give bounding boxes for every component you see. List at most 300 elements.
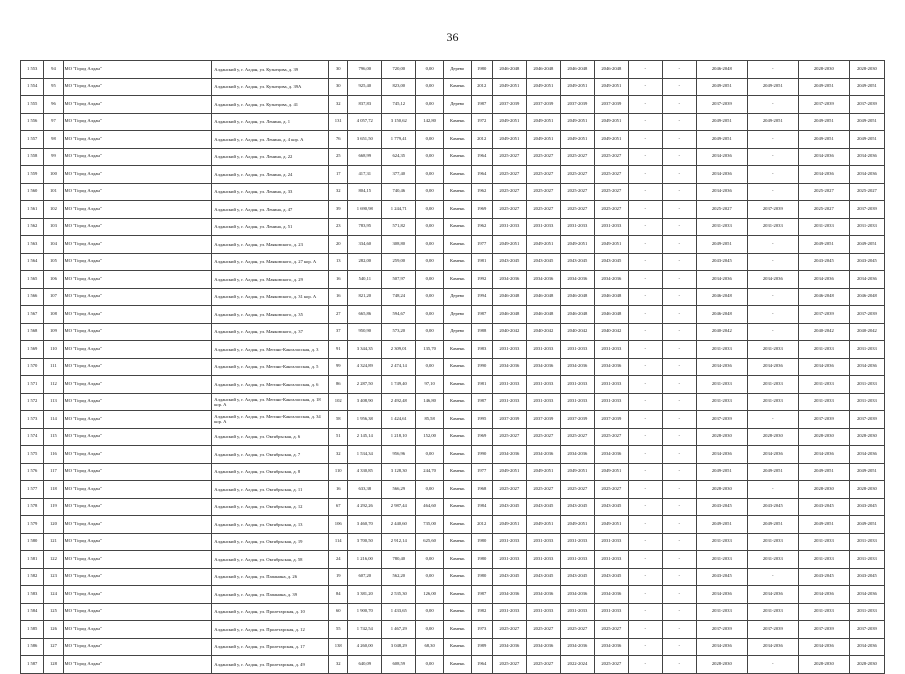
cell-period-1: 2046-2048: [492, 61, 526, 79]
cell-build-year: 1969: [471, 201, 492, 219]
cell-item-number: 110: [44, 341, 63, 359]
cell-period-3: 2031-2033: [560, 533, 594, 551]
cell-period-9: 2034-2036: [798, 148, 849, 166]
cell-period-1: 2025-2027: [492, 148, 526, 166]
cell-period-4: 2025-2027: [594, 201, 628, 219]
cell-period-10: 2034-2036: [849, 638, 884, 656]
cell-period-10: 2043-2045: [849, 498, 884, 516]
cell-period-5: -: [628, 96, 662, 114]
cell-municipality: МО "Город Алдан": [63, 218, 212, 236]
cell-build-year: 1962: [471, 183, 492, 201]
cell-period-6: -: [662, 78, 696, 96]
cell-row-number: 1 554: [21, 78, 44, 96]
cell-wall-material: Камень: [443, 148, 471, 166]
cell-municipality: МО "Город Алдан": [63, 131, 212, 149]
cell-period-1: 2043-2045: [492, 253, 526, 271]
cell-period-4: 2031-2033: [594, 393, 628, 411]
cell-wall-material: Камень: [443, 568, 471, 586]
cell-period-8: 2037-2039: [747, 621, 798, 639]
cell-nonresidential-area: 0,00: [416, 236, 444, 254]
cell-living-area: 259,00: [382, 253, 416, 271]
cell-total-area: 2 287,50: [348, 376, 382, 394]
cell-residents: 60: [329, 603, 348, 621]
cell-residents: 24: [329, 551, 348, 569]
cell-period-1: 2034-2036: [492, 638, 526, 656]
cell-period-1: 2040-2042: [492, 323, 526, 341]
cell-residents: 16: [329, 288, 348, 306]
cell-period-2: 2034-2036: [526, 586, 560, 604]
cell-period-2: 2034-2036: [526, 446, 560, 464]
cell-period-5: -: [628, 376, 662, 394]
cell-living-area: 2 474,14: [382, 358, 416, 376]
cell-period-1: 2037-2039: [492, 411, 526, 429]
cell-period-7: 2043-2045: [696, 568, 747, 586]
cell-residents: 32: [329, 96, 348, 114]
cell-total-area: 334,60: [348, 236, 382, 254]
cell-total-area: 821,20: [348, 288, 382, 306]
cell-period-7: 2037-2039: [696, 411, 747, 429]
cell-municipality: МО "Город Алдан": [63, 376, 212, 394]
cell-period-7: 2037-2039: [696, 621, 747, 639]
cell-period-8: 2031-2033: [747, 551, 798, 569]
cell-period-1: 2037-2039: [492, 96, 526, 114]
cell-period-10: 2034-2036: [849, 586, 884, 604]
cell-row-number: 1 562: [21, 218, 44, 236]
cell-living-area: 1 244,71: [382, 201, 416, 219]
cell-build-year: 1984: [471, 498, 492, 516]
cell-living-area: 608,59: [382, 656, 416, 674]
cell-period-8: -: [747, 323, 798, 341]
cell-municipality: МО "Город Алдан": [63, 498, 212, 516]
cell-period-2: 2046-2048: [526, 306, 560, 324]
cell-item-number: 94: [44, 61, 63, 79]
cell-period-6: -: [662, 253, 696, 271]
cell-period-5: -: [628, 236, 662, 254]
cell-item-number: 102: [44, 201, 63, 219]
cell-living-area: 377,40: [382, 166, 416, 184]
cell-municipality: МО "Город Алдан": [63, 551, 212, 569]
cell-row-number: 1 573: [21, 411, 44, 429]
table-row: [21, 656, 885, 674]
cell-period-9: 2037-2039: [798, 96, 849, 114]
cell-row-number: 1 571: [21, 376, 44, 394]
table-row: [21, 166, 885, 184]
cell-total-area: 665,86: [348, 306, 382, 324]
cell-wall-material: Камень: [443, 341, 471, 359]
cell-period-2: 2049-2051: [526, 78, 560, 96]
cell-total-area: 4 330,85: [348, 463, 382, 481]
cell-period-1: 2025-2027: [492, 428, 526, 446]
cell-wall-material: Камень: [443, 166, 471, 184]
cell-period-2: 2037-2039: [526, 411, 560, 429]
cell-residents: 30: [329, 61, 348, 79]
cell-address: Алданский у, г. Алдан, ул. Мегино-Кангаласская, д. 6: [212, 376, 329, 394]
cell-period-5: -: [628, 481, 662, 499]
cell-build-year: 1987: [471, 96, 492, 114]
cell-period-9: 2025-2027: [798, 183, 849, 201]
cell-period-10: 2037-2039: [849, 201, 884, 219]
cell-period-9: 2046-2048: [798, 288, 849, 306]
cell-address: Алданский у, г. Алдан, ул. Мегино-Кангаласская, д. 18 кор. А: [212, 393, 329, 411]
cell-wall-material: Камень: [443, 551, 471, 569]
cell-residents: 114: [329, 533, 348, 551]
table-row: [21, 568, 885, 586]
cell-total-area: 783,95: [348, 218, 382, 236]
cell-address: Алданский у, г. Алдан, ул. Ленина, д. 33: [212, 183, 329, 201]
cell-period-5: -: [628, 113, 662, 131]
cell-period-9: 2025-2027: [798, 201, 849, 219]
cell-address: Алданский у, г. Алдан, ул. Пролетарская, д. 17: [212, 638, 329, 656]
table-row: [21, 586, 885, 604]
cell-build-year: 1977: [471, 236, 492, 254]
cell-period-9: 2031-2033: [798, 551, 849, 569]
cell-period-5: -: [628, 183, 662, 201]
cell-period-8: 2031-2033: [747, 218, 798, 236]
table-row: [21, 78, 885, 96]
table-row: [21, 113, 885, 131]
cell-address: Алданский у, г. Алдан, ул. Октябрьская, д. 19: [212, 533, 329, 551]
cell-build-year: 1980: [471, 61, 492, 79]
cell-period-5: -: [628, 166, 662, 184]
cell-period-4: 2034-2036: [594, 446, 628, 464]
cell-build-year: 1995: [471, 411, 492, 429]
cell-residents: 76: [329, 131, 348, 149]
cell-period-1: 2049-2051: [492, 131, 526, 149]
cell-nonresidential-area: 0,00: [416, 603, 444, 621]
cell-municipality: МО "Город Алдан": [63, 253, 212, 271]
cell-period-6: -: [662, 621, 696, 639]
cell-period-3: 2043-2045: [560, 568, 594, 586]
cell-wall-material: Камень: [443, 533, 471, 551]
cell-period-5: -: [628, 621, 662, 639]
table-row: [21, 516, 885, 534]
cell-nonresidential-area: 0,00: [416, 271, 444, 289]
cell-nonresidential-area: 0,00: [416, 166, 444, 184]
cell-row-number: 1 569: [21, 341, 44, 359]
cell-build-year: 1990: [471, 446, 492, 464]
cell-item-number: 97: [44, 113, 63, 131]
cell-period-5: -: [628, 271, 662, 289]
cell-municipality: МО "Город Алдан": [63, 656, 212, 674]
cell-address: Алданский у, г. Алдан, ул. Пролетарская, д. 10: [212, 603, 329, 621]
cell-period-10: 2037-2039: [849, 411, 884, 429]
cell-period-4: 2043-2045: [594, 568, 628, 586]
cell-period-7: 2034-2036: [696, 586, 747, 604]
cell-period-3: 2046-2048: [560, 306, 594, 324]
cell-period-5: -: [628, 61, 662, 79]
cell-period-2: 2031-2033: [526, 376, 560, 394]
cell-total-area: 4 260,00: [348, 638, 382, 656]
cell-build-year: 1962: [471, 218, 492, 236]
cell-wall-material: Камень: [443, 253, 471, 271]
cell-period-2: 2025-2027: [526, 656, 560, 674]
cell-row-number: 1 570: [21, 358, 44, 376]
cell-address: Алданский у, г. Алдан, ул. Ленина, д. 47: [212, 201, 329, 219]
cell-period-8: 2034-2036: [747, 638, 798, 656]
cell-period-4: 2037-2039: [594, 96, 628, 114]
cell-address: Алданский у, г. Алдан, ул. Папанина, д. 39: [212, 586, 329, 604]
table-row: [21, 551, 885, 569]
cell-period-3: 2040-2042: [560, 323, 594, 341]
cell-period-1: 2025-2027: [492, 183, 526, 201]
cell-period-7: 2031-2033: [696, 376, 747, 394]
table-row: [21, 288, 885, 306]
cell-municipality: МО "Город Алдан": [63, 411, 212, 429]
cell-row-number: 1 559: [21, 166, 44, 184]
cell-period-9: 2043-2045: [798, 498, 849, 516]
cell-period-7: 2049-2051: [696, 236, 747, 254]
cell-period-8: 2043-2045: [747, 498, 798, 516]
cell-period-4: 2049-2051: [594, 516, 628, 534]
cell-address: Алданский у, г. Алдан, ул. Маяковского, д. 23: [212, 236, 329, 254]
cell-period-5: -: [628, 516, 662, 534]
cell-item-number: 107: [44, 288, 63, 306]
cell-item-number: 116: [44, 446, 63, 464]
cell-address: Алданский у, г. Алдан, ул. Кузнецова, д. 39: [212, 61, 329, 79]
table-row: [21, 306, 885, 324]
cell-total-area: 1 742,54: [348, 621, 382, 639]
cell-residents: 17: [329, 166, 348, 184]
cell-living-area: 3 128,30: [382, 463, 416, 481]
cell-period-6: -: [662, 306, 696, 324]
cell-period-2: 2043-2045: [526, 498, 560, 516]
cell-nonresidential-area: 0,00: [416, 621, 444, 639]
cell-period-2: 2046-2048: [526, 288, 560, 306]
cell-period-4: 2046-2048: [594, 61, 628, 79]
cell-period-4: 2043-2045: [594, 498, 628, 516]
cell-living-area: 823,00: [382, 78, 416, 96]
cell-nonresidential-area: 0,00: [416, 183, 444, 201]
cell-municipality: МО "Город Алдан": [63, 516, 212, 534]
cell-period-5: -: [628, 498, 662, 516]
cell-period-10: 2034-2036: [849, 166, 884, 184]
cell-period-7: 2049-2051: [696, 113, 747, 131]
cell-period-2: 2025-2027: [526, 166, 560, 184]
cell-build-year: 1969: [471, 428, 492, 446]
cell-period-9: 2034-2036: [798, 638, 849, 656]
cell-municipality: МО "Город Алдан": [63, 96, 212, 114]
cell-living-area: 507,97: [382, 271, 416, 289]
cell-municipality: МО "Город Алдан": [63, 393, 212, 411]
cell-period-10: 2049-2051: [849, 131, 884, 149]
cell-period-8: -: [747, 411, 798, 429]
cell-municipality: МО "Город Алдан": [63, 358, 212, 376]
cell-period-8: 2049-2051: [747, 463, 798, 481]
table-row: [21, 341, 885, 359]
cell-period-8: 2037-2039: [747, 201, 798, 219]
cell-period-2: 2034-2036: [526, 358, 560, 376]
cell-period-5: -: [628, 411, 662, 429]
cell-wall-material: Дерево: [443, 61, 471, 79]
cell-row-number: 1 574: [21, 428, 44, 446]
table-row: [21, 463, 885, 481]
cell-period-6: -: [662, 148, 696, 166]
cell-period-9: 2043-2045: [798, 253, 849, 271]
cell-period-9: 2049-2051: [798, 131, 849, 149]
cell-period-9: 2049-2051: [798, 516, 849, 534]
cell-period-2: 2031-2033: [526, 533, 560, 551]
cell-period-7: 2031-2033: [696, 533, 747, 551]
cell-living-area: 2 987,44: [382, 498, 416, 516]
cell-period-6: -: [662, 463, 696, 481]
cell-period-8: -: [747, 236, 798, 254]
cell-row-number: 1 563: [21, 236, 44, 254]
cell-period-1: 2025-2027: [492, 481, 526, 499]
cell-period-10: 2028-2030: [849, 656, 884, 674]
cell-living-area: 720,00: [382, 61, 416, 79]
cell-period-4: 2040-2042: [594, 323, 628, 341]
cell-residents: 102: [329, 393, 348, 411]
cell-period-5: -: [628, 148, 662, 166]
page-number: 36: [446, 30, 459, 44]
cell-period-3: 2049-2051: [560, 78, 594, 96]
cell-period-4: 2025-2027: [594, 481, 628, 499]
cell-row-number: 1 575: [21, 446, 44, 464]
cell-build-year: 1982: [471, 603, 492, 621]
cell-period-6: -: [662, 481, 696, 499]
cell-period-6: -: [662, 358, 696, 376]
table-row: [21, 148, 885, 166]
cell-period-1: 2025-2027: [492, 201, 526, 219]
cell-period-5: -: [628, 218, 662, 236]
cell-wall-material: Камень: [443, 603, 471, 621]
cell-period-2: 2025-2027: [526, 428, 560, 446]
cell-total-area: 540,11: [348, 271, 382, 289]
cell-period-7: 2034-2036: [696, 183, 747, 201]
cell-period-9: 2031-2033: [798, 603, 849, 621]
cell-municipality: МО "Город Алдан": [63, 533, 212, 551]
table-row: [21, 271, 885, 289]
cell-nonresidential-area: 0,00: [416, 218, 444, 236]
cell-period-8: 2049-2051: [747, 78, 798, 96]
cell-period-10: 2034-2036: [849, 446, 884, 464]
cell-build-year: 1989: [471, 638, 492, 656]
cell-period-8: 2031-2033: [747, 533, 798, 551]
cell-nonresidential-area: 0,00: [416, 61, 444, 79]
cell-nonresidential-area: 0,00: [416, 323, 444, 341]
cell-period-8: -: [747, 131, 798, 149]
cell-address: Алданский у, г. Алдан, ул. Ленина, д. 22: [212, 148, 329, 166]
cell-wall-material: Камень: [443, 463, 471, 481]
cell-period-10: 2034-2036: [849, 271, 884, 289]
cell-period-9: 2034-2036: [798, 166, 849, 184]
table-row: [21, 498, 885, 516]
cell-period-10: 2049-2051: [849, 78, 884, 96]
cell-nonresidential-area: 0,00: [416, 446, 444, 464]
cell-period-6: -: [662, 411, 696, 429]
cell-period-6: -: [662, 656, 696, 674]
cell-municipality: МО "Город Алдан": [63, 113, 212, 131]
cell-period-3: 2031-2033: [560, 218, 594, 236]
cell-item-number: 104: [44, 236, 63, 254]
cell-living-area: 2 492,48: [382, 393, 416, 411]
cell-period-10: 2046-2048: [849, 288, 884, 306]
cell-address: Алданский у, г. Алдан, ул. Ленина, д. 4 кор. А: [212, 131, 329, 149]
cell-build-year: 1988: [471, 323, 492, 341]
cell-row-number: 1 566: [21, 288, 44, 306]
cell-period-7: 2031-2033: [696, 551, 747, 569]
cell-period-8: -: [747, 96, 798, 114]
cell-build-year: 2012: [471, 131, 492, 149]
cell-item-number: 124: [44, 586, 63, 604]
cell-period-4: 2046-2048: [594, 288, 628, 306]
cell-wall-material: Камень: [443, 236, 471, 254]
table-row: [21, 411, 885, 429]
cell-residents: 84: [329, 586, 348, 604]
cell-address: Алданский у, г. Алдан, ул. Октябрьская, д. 13: [212, 516, 329, 534]
cell-period-6: -: [662, 568, 696, 586]
cell-municipality: МО "Город Алдан": [63, 586, 212, 604]
cell-period-4: 2034-2036: [594, 638, 628, 656]
cell-wall-material: Камень: [443, 516, 471, 534]
table-row: [21, 533, 885, 551]
cell-row-number: 1 558: [21, 148, 44, 166]
cell-address: Алданский у, г. Алдан, ул. Мегино-Кангаласская, д. 5: [212, 358, 329, 376]
cell-build-year: 1980: [471, 533, 492, 551]
cell-address: Алданский у, г. Алдан, ул. Папанина, д. 26: [212, 568, 329, 586]
cell-period-3: 2025-2027: [560, 183, 594, 201]
cell-municipality: МО "Город Алдан": [63, 621, 212, 639]
cell-period-10: 2049-2051: [849, 463, 884, 481]
table-row: [21, 253, 885, 271]
cell-item-number: 119: [44, 498, 63, 516]
cell-period-2: 2031-2033: [526, 551, 560, 569]
cell-item-number: 109: [44, 323, 63, 341]
cell-period-3: 2043-2045: [560, 498, 594, 516]
cell-item-number: 127: [44, 638, 63, 656]
cell-period-8: -: [747, 61, 798, 79]
cell-wall-material: Камень: [443, 376, 471, 394]
cell-period-9: 2049-2051: [798, 78, 849, 96]
cell-period-5: -: [628, 551, 662, 569]
cell-period-3: 2043-2045: [560, 253, 594, 271]
cell-period-10: 2031-2033: [849, 603, 884, 621]
cell-municipality: МО "Город Алдан": [63, 428, 212, 446]
cell-build-year: 1980: [471, 568, 492, 586]
cell-municipality: МО "Город Алдан": [63, 306, 212, 324]
cell-period-2: 2025-2027: [526, 148, 560, 166]
cell-living-area: 956,96: [382, 446, 416, 464]
cell-period-9: 2034-2036: [798, 446, 849, 464]
cell-period-1: 2049-2051: [492, 113, 526, 131]
cell-nonresidential-area: 97,10: [416, 376, 444, 394]
cell-period-5: -: [628, 533, 662, 551]
cell-period-3: 2046-2048: [560, 288, 594, 306]
cell-living-area: 571,82: [382, 218, 416, 236]
cell-row-number: 1 576: [21, 463, 44, 481]
cell-period-3: 2037-2039: [560, 411, 594, 429]
cell-period-1: 2046-2048: [492, 288, 526, 306]
cell-period-5: -: [628, 201, 662, 219]
cell-period-6: -: [662, 183, 696, 201]
cell-residents: 13: [329, 253, 348, 271]
cell-period-8: 2049-2051: [747, 113, 798, 131]
cell-build-year: 1972: [471, 113, 492, 131]
cell-build-year: 1968: [471, 481, 492, 499]
cell-living-area: 594,67: [382, 306, 416, 324]
cell-period-5: -: [628, 446, 662, 464]
cell-period-1: 2034-2036: [492, 271, 526, 289]
cell-period-1: 2049-2051: [492, 236, 526, 254]
cell-municipality: МО "Город Алдан": [63, 323, 212, 341]
cell-period-6: -: [662, 498, 696, 516]
cell-living-area: 2 912,14: [382, 533, 416, 551]
cell-item-number: 103: [44, 218, 63, 236]
cell-period-7: 2049-2051: [696, 78, 747, 96]
cell-nonresidential-area: 0,00: [416, 148, 444, 166]
cell-row-number: 1 578: [21, 498, 44, 516]
cell-item-number: 115: [44, 428, 63, 446]
